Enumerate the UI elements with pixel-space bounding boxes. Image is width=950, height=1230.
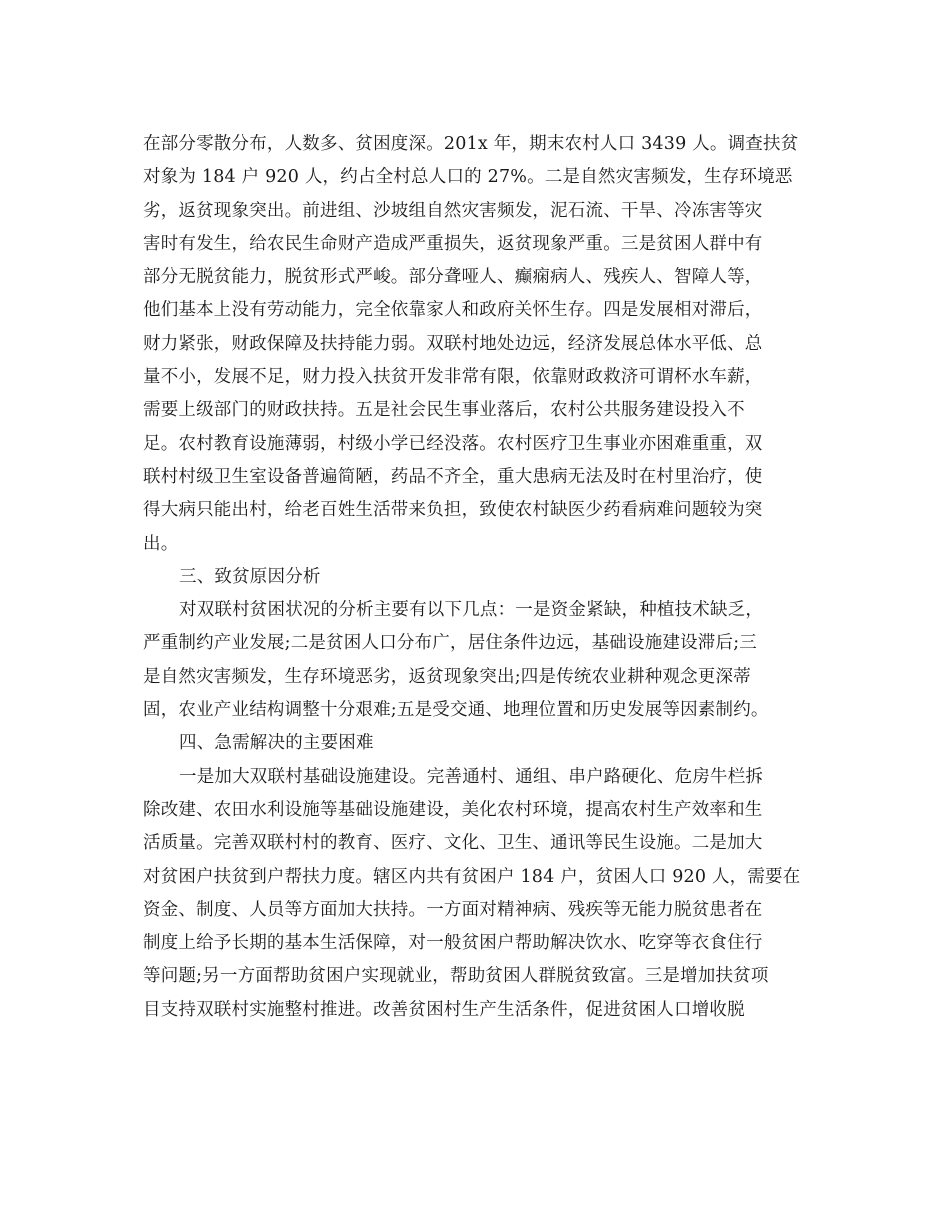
text-line: 除改建、农田水利设施等基础设施建设，美化农村环境，提高农村生产效率和生 <box>143 799 763 820</box>
text-line: 害时有发生，给农民生命财产造成严重损失，返贫现象严重。三是贫困人群中有 <box>143 233 763 254</box>
text-line: 劣，返贫现象突出。前进组、沙坡组自然灾害频发，泥石流、干旱、冷冻害等灾 <box>143 200 763 221</box>
document-body <box>143 128 809 1027</box>
text-line: 制度上给予长期的基本生活保障，对一般贫困户帮助解决饮水、吃穿等衣食住行 <box>143 933 763 954</box>
text-line: 量不小，发展不足，财力投入扶贫开发非常有限，依靠财政救济可谓杯水车薪， <box>143 367 763 388</box>
text-line: 对象为 184 户 920 人，约占全村总人口的 27%。二是自然灾害频发，生存环境恶 <box>143 167 793 188</box>
text-line: 出。 <box>143 533 179 554</box>
text-line: 固，农业产业结构调整十分艰难;五是受交通、地理位置和历史发展等因素制约。 <box>143 700 769 721</box>
text-line: 目支持双联村实施整村推进。改善贫困村生产生活条件，促进贫困人口增收脱 <box>143 999 745 1020</box>
section-heading: 四、急需解决的主要困难 <box>179 733 374 754</box>
text-line: 是自然灾害频发，生存环境恶劣，返贫现象突出;四是传统农业耕种观念更深蒂 <box>143 666 751 687</box>
text-line: 严重制约产业发展;二是贫困人口分布广，居住条件边远，基础设施建设滞后;三 <box>143 633 757 654</box>
paragraph-start: 一是加大双联村基础设施建设。完善通村、通组、串户路硬化、危房牛栏拆 <box>179 766 764 787</box>
text-line: 在部分零散分布，人数多、贫困度深。201x 年，期末农村人口 3439 人。调查扶贫 <box>143 134 799 154</box>
text-line: 等问题;另一方面帮助贫困户实现就业，帮助贫困人群脱贫致富。三是增加扶贫项 <box>143 966 769 987</box>
text-line: 足。农村教育设施薄弱，村级小学已经没落。农村医疗卫生事业亦困难重重，双 <box>143 433 763 454</box>
paragraph-start: 对双联村贫困状况的分析主要有以下几点：一是资金紧缺，种植技术缺乏， <box>179 600 764 621</box>
text-line: 活质量。完善双联村村的教育、医疗、文化、卫生、通讯等民生设施。二是加大 <box>143 833 763 854</box>
text-line: 他们基本上没有劳动能力，完全依靠家人和政府关怀生存。四是发展相对滞后， <box>143 300 763 321</box>
section-heading: 三、致贫原因分析 <box>179 566 321 587</box>
text-line: 需要上级部门的财政扶持。五是社会民生事业落后，农村公共服务建设投入不 <box>143 400 745 421</box>
text-line: 资金、制度、人员等方面加大扶持。一方面对精神病、残疾等无能力脱贫患者在 <box>143 899 763 920</box>
text-line: 得大病只能出村，给老百姓生活带来负担，致使农村缺医少药看病难问题较为突 <box>143 500 763 521</box>
text-line: 财力紧张，财政保障及扶持能力弱。双联村地处边远，经济发展总体水平低、总 <box>143 333 763 354</box>
text-line: 联村村级卫生室设备普遍简陋，药品不齐全，重大患病无法及时在村里治疗，使 <box>143 466 763 487</box>
text-line: 部分无脱贫能力，脱贫形式严峻。部分聋哑人、癫痫病人、残疾人、智障人等， <box>143 267 763 288</box>
text-line: 对贫困户扶贫到户帮扶力度。辖区内共有贫困户 184 户，贫困人口 920 人，需要在 <box>143 866 801 887</box>
